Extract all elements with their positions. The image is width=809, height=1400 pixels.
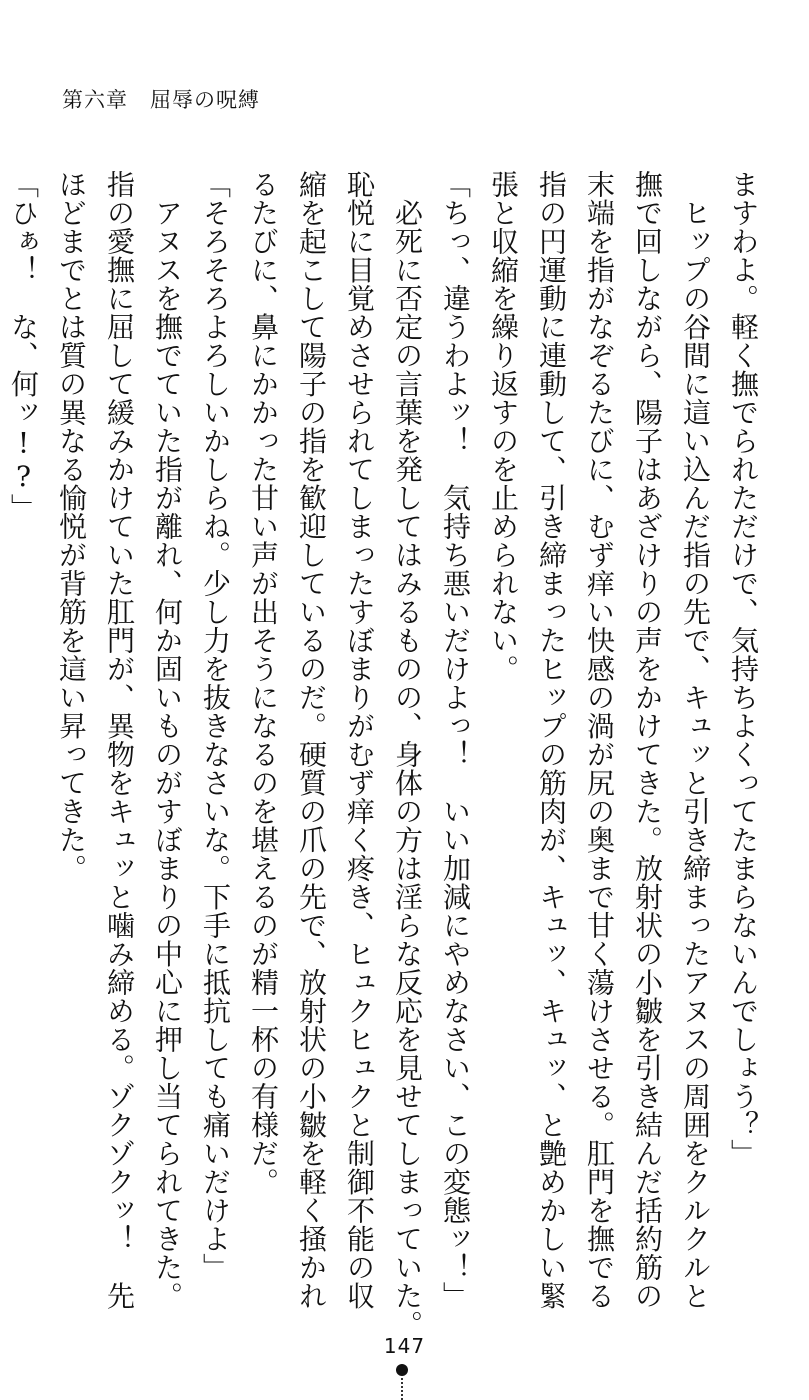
text-column: 縮を起こして陽子の指を歓迎しているのだ。硬質の爪の先で、放射状の小皺を軽く掻かれ	[295, 170, 328, 1310]
bullet-dot-icon	[396, 1364, 408, 1376]
running-head: 第六章 屈辱の呪縛	[62, 88, 260, 112]
text-column: ヒップの谷間に這い込んだ指の先で、キュッと引き締まったアヌスの周囲をクルクルと	[679, 170, 712, 1310]
text-column: 張と収縮を繰り返すのを止められない。	[487, 170, 520, 683]
text-column: るたびに、鼻にかかった甘い声が出そうになるのを堪えるのが精一杯の有様だ。	[247, 170, 280, 1196]
page-number: 147	[383, 1334, 426, 1358]
text-column: 「そろそろよろしいかしらね。少し力を抜きなさいな。下手に抵抗しても痛いだけよ」	[199, 170, 232, 1282]
body-text	[7, 170, 760, 1339]
text-column: 指の円運動に連動して、引き締まったヒップの筋肉が、キュッ、キュッ、と艶めかしい緊	[535, 170, 568, 1310]
text-column: 「ちっ、違うわよッ！ 気持ち悪いだけよっ！ いい加減にやめなさい、この変態ッ！」	[439, 170, 472, 1310]
text-column: ほどまでとは質の異なる愉悦が背筋を這い昇ってきた。	[55, 170, 88, 883]
text-column: 「ひぁ！ な、何ッ!?」	[7, 170, 40, 522]
text-column: 撫で回しながら、陽子はあざけりの声をかけてきた。放射状の小皺を引き結んだ括約筋の	[631, 170, 664, 1310]
text-column: ますわよ。軽く撫でられただけで、気持ちよくってたまらないんでしょう？」	[727, 170, 760, 1168]
text-column: アヌスを撫でていた指が離れ、何か固いものがすぼまりの中心に押し当てられてきた。	[151, 170, 184, 1310]
text-column: 末端を指がなぞるたびに、むず痒い快感の渦が尻の奥まで甘く蕩けさせる。肛門を撫でる	[583, 170, 616, 1310]
dotted-line-icon	[401, 1378, 403, 1400]
text-column: 指の愛撫に屈して緩みかけていた肛門が、異物をキュッと噛み締める。ゾクゾクッ！ 先	[103, 170, 136, 1310]
text-column: 必死に否定の言葉を発してはみるものの、身体の方は淫らな反応を見せてしまっていた。	[391, 170, 424, 1339]
footer-ornament	[396, 1364, 408, 1400]
text-column: 恥悦に目覚めさせられてしまったすぼまりがむず痒く疼き、ヒュクヒュクと制御不能の収	[343, 170, 376, 1310]
